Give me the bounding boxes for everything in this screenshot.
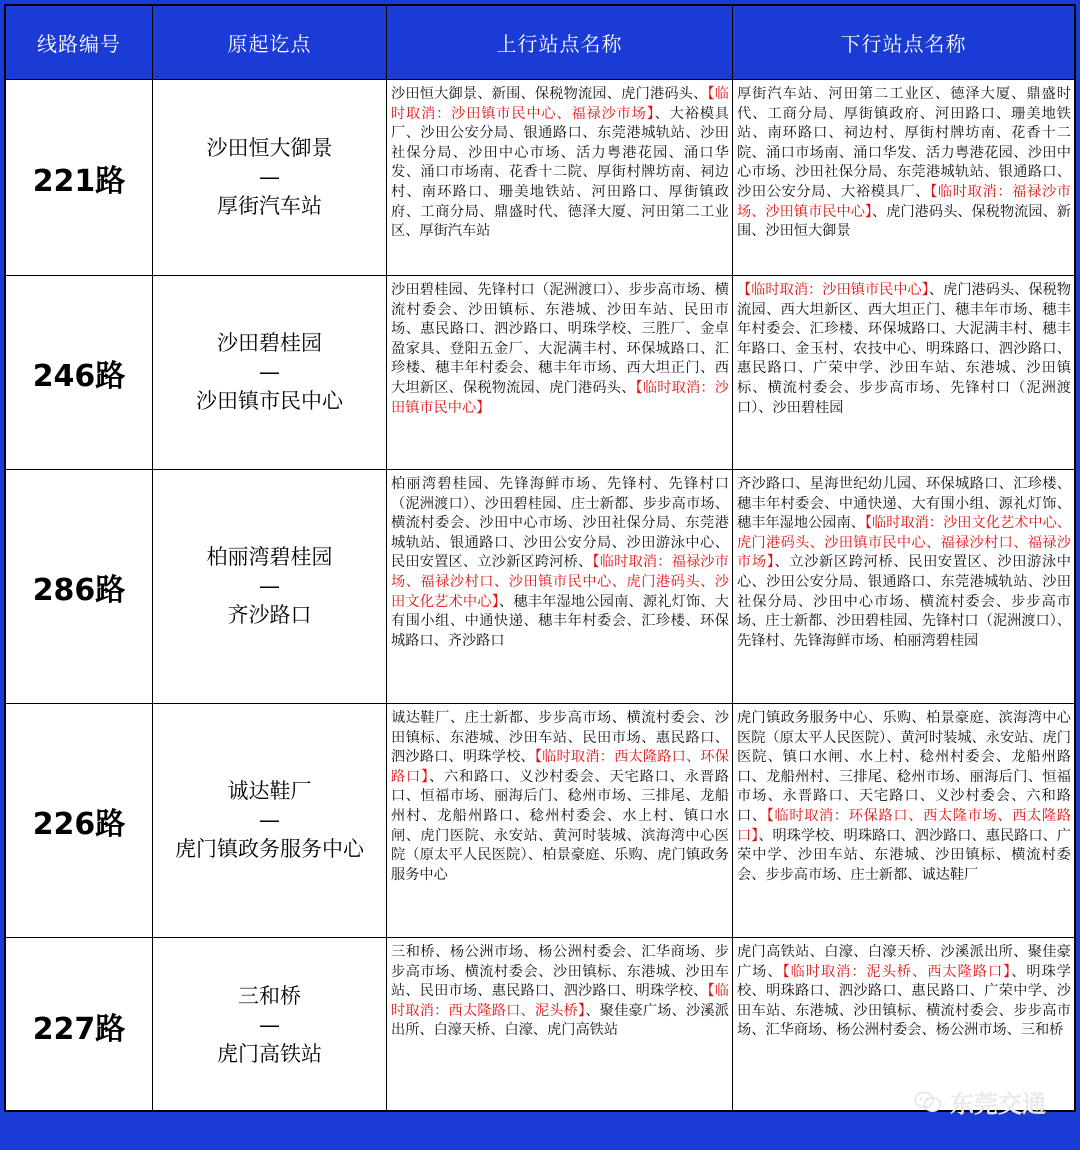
stop-list-text: 齐沙路口、星海世纪幼儿园、环保城路口、汇珍楼、穗丰年村委会、中通快递、大有围小组、源礼灯饰、穗丰年湿地公园南、 (737, 476, 1071, 532)
down-stops (733, 276, 1074, 470)
stop-list-text: 诚达鞋厂、庄士新都、步步高市场、横流村委会、沙田镇标、东港城、沙田车站、民田市场、惠民路口、泗沙路口、明珠学校、 (391, 710, 729, 766)
stop-list-text: 厚街汽车站、河田第二工业区、德泽大厦、鼎盛时代、工商分局、厚街镇政府、河田路口、珊美地铁站、南环路口、祠边村、厚街村牌坊南、花香十二院、涌口市场南、涌口华发、活力粤港花园、沙田中心市场、沙田社保分局、东莞港城轨站、银通路口、沙田公安分局、大裕模具厂、 (737, 86, 1071, 200)
watermark (914, 1084, 1046, 1119)
terminal-destination: 虎门高铁站 (217, 1042, 322, 1066)
stop-list-text: 沙田碧桂园、先锋村口（泥洲渡口）、步步高市场、横流村委会、沙田镇标、东港城、沙田车站、民田市场、惠民路口、泗沙路口、明珠学校、三胜厂、金卓盈家具、登阳五金厂、大泥满丰村、环保城路口、汇珍楼、穗丰年村委会、穗丰年市场、西大坦正门、西大坦新区、保税物流园、虎门港码头、 (391, 282, 729, 396)
route-terminals (153, 938, 387, 1114)
temporary-cancellation-note: 【临时取消：福禄沙市场、沙田镇市民中心】 (737, 183, 1071, 220)
terminal-destination: 沙田镇市民中心 (196, 389, 343, 413)
temporary-cancellation-note: 【临时取消：福禄沙市场、福禄沙村口、沙田镇市民中心、虎门港码头、沙田文化艺术中心】 (391, 554, 729, 610)
route-number: 246路 (6, 276, 153, 470)
header-down-stops: 下行站点名称 (733, 6, 1074, 80)
terminal-destination: 厚街汽车站 (217, 194, 322, 218)
down-stops (733, 704, 1074, 938)
route-number: 221路 (6, 80, 153, 276)
terminal-separator: — (259, 165, 280, 189)
stop-list-text: 柏丽湾碧桂园、先锋海鲜市场、先锋村、先锋村口（泥洲渡口）、沙田碧桂园、庄士新都、步步高市场、横流村委会、沙田中心市场、沙田社保分局、东莞港城轨站、银通路口、沙田公安分局、沙田游泳中心、民田安置区、立沙新区跨河桥、 (391, 476, 729, 571)
temporary-cancellation-note: 【临时取消：沙田镇市民中心、福禄沙市场】 (391, 86, 729, 122)
route-terminals (153, 470, 387, 704)
route-number: 226路 (6, 704, 153, 938)
up-stops (387, 704, 733, 938)
down-stops (733, 470, 1074, 704)
temporary-cancellation-note: 【临时取消：泥头桥、西太隆路口】 (782, 963, 1012, 980)
terminal-origin: 三和桥 (238, 984, 301, 1008)
temporary-cancellation-note: 【临时取消：沙田文化艺术中心、虎门港码头、沙田镇市民中心、福禄沙村口、福禄沙市场】 (737, 515, 1071, 571)
stop-list-text: 沙田恒大御景、新围、保税物流园、虎门港码头、 (391, 86, 708, 102)
temporary-cancellation-note: 【临时取消：沙田镇市民中心】 (737, 282, 929, 298)
terminal-destination: 虎门镇政务服务中心 (175, 837, 364, 861)
up-stops (387, 938, 733, 1114)
terminal-origin: 沙田恒大御景 (206, 136, 333, 160)
route-terminals (153, 80, 387, 276)
terminal-separator: — (259, 574, 280, 598)
watermark-text: 东莞交通 (950, 1090, 1046, 1118)
wechat-icon (914, 1091, 942, 1113)
terminal-origin: 柏丽湾碧桂园 (206, 545, 333, 569)
stop-list-text: 虎门高铁站、白濠、白濠天桥、沙溪派出所、聚佳豪广场、 (737, 944, 1071, 980)
up-stops (387, 470, 733, 704)
route-number: 227路 (6, 938, 153, 1114)
temporary-cancellation-note: 【临时取消：西太隆路口、环保路口】 (391, 749, 729, 785)
temporary-cancellation-note: 【临时取消：环保路口、西太隆市场、西太隆路口】 (737, 807, 1071, 844)
up-stops (387, 276, 733, 470)
stop-list-text: 虎门镇政务服务中心、乐购、柏景豪庭、滨海湾中心医院（原太平人民医院）、黄河时装城、永安站、虎门医院、镇口水闸、水上村、稔州村委会、龙船州路口、龙船州村、三排尾、稔州市场、丽海后门、恒福市场、永晋路口、天宅路口、义沙村委会、六和路口、 (737, 710, 1071, 824)
terminal-separator: — (259, 1013, 280, 1037)
terminal-separator: — (259, 808, 280, 832)
stop-list-text: 、穗丰年湿地公园南、源礼灯饰、大有围小组、中通快递、穗丰年村委会、汇珍楼、环保城路口、齐沙路口 (391, 593, 729, 649)
terminal-origin: 诚达鞋厂 (227, 779, 312, 803)
stop-list-text: 、大裕模具厂、沙田公安分局、银通路口、东莞港城轨站、沙田社保分局、沙田中心市场、活力粤港花园、涌口华发、涌口市场南、花香十二院、厚街村牌坊南、祠边村、南环路口、珊美地铁站、河田路口、厚街镇政府、工商分局、鼎盛时代、德泽大厦、河田第二工业区、厚街汽车站 (391, 105, 729, 240)
temporary-cancellation-note: 【临时取消：沙田镇市民中心】 (391, 379, 729, 416)
header-up-stops: 上行站点名称 (387, 6, 733, 80)
temporary-cancellation-note: 【临时取消：西太隆路口、泥头桥】 (391, 983, 729, 1019)
terminal-separator: — (259, 360, 280, 384)
stop-list-text: 、聚佳豪广场、沙溪派出所、白濠天桥、白濠、虎门高铁站 (391, 1002, 729, 1039)
stop-list-text: 、明珠学校、明珠路口、泗沙路口、惠民路口、广荣中学、沙田车站、东港城、沙田镇标、横流村委会、步步高市场、庄士新都、诚达鞋厂 (737, 827, 1071, 883)
down-stops (733, 80, 1074, 276)
stop-list-text: 、虎门港码头、保税物流园、西大坦新区、西大坦正门、穗丰年市场、穗丰年村委会、汇珍楼、环保城路口、大泥满丰村、穗丰年路口、金玉村、农技中心、明珠路口、泗沙路口、惠民路口、广荣中学、沙田车站、东港城、沙田镇标、横流村委会、步步高市场、先锋村口（泥洲渡口）、沙田碧桂园 (737, 282, 1071, 416)
route-terminals (153, 276, 387, 470)
up-stops (387, 80, 733, 276)
stop-list-text: 、立沙新区跨河桥、民田安置区、沙田游泳中心、沙田公安分局、银通路口、东莞港城轨站、沙田社保分局、沙田中心市场、横流村委会、步步高市场、庄士新都、沙田碧桂园、先锋村口（泥洲渡口）、先锋村、先锋海鲜市场、柏丽湾碧桂园 (737, 554, 1071, 649)
route-terminals (153, 704, 387, 938)
stop-list-text: 三和桥、杨公洲市场、杨公洲村委会、汇华商场、步步高市场、横流村委会、沙田镇标、东港城、沙田车站、民田市场、惠民路口、泗沙路口、明珠学校、 (391, 944, 729, 1000)
stop-list-text: 、六和路口、义沙村委会、天宅路口、永晋路口、恒福市场、丽海后门、稔州市场、三排尾、龙船州村、龙船州路口、稔州村委会、水上村、镇口水闸、虎门医院、永安站、黄河时装城、滨海湾中心医院（原太平人民医院）、柏景豪庭、乐购、虎门镇政务服务中心 (391, 768, 729, 883)
route-table (4, 4, 1076, 1112)
terminal-destination: 齐沙路口 (227, 603, 312, 627)
stop-list-text: 、虎门港码头、保税物流园、新围、沙田恒大御景 (737, 203, 1071, 240)
stop-list-text: 、明珠学校、明珠路口、泗沙路口、惠民路口、广荣中学、沙田车站、东港城、沙田镇标、横流村委会、步步高市场、汇华商场、杨公洲村委会、杨公洲市场、三和桥 (737, 963, 1071, 1039)
header-route-number: 线路编号 (6, 6, 153, 80)
terminal-origin: 沙田碧桂园 (217, 331, 322, 355)
route-number: 286路 (6, 470, 153, 704)
header-terminals: 原起讫点 (153, 6, 387, 80)
